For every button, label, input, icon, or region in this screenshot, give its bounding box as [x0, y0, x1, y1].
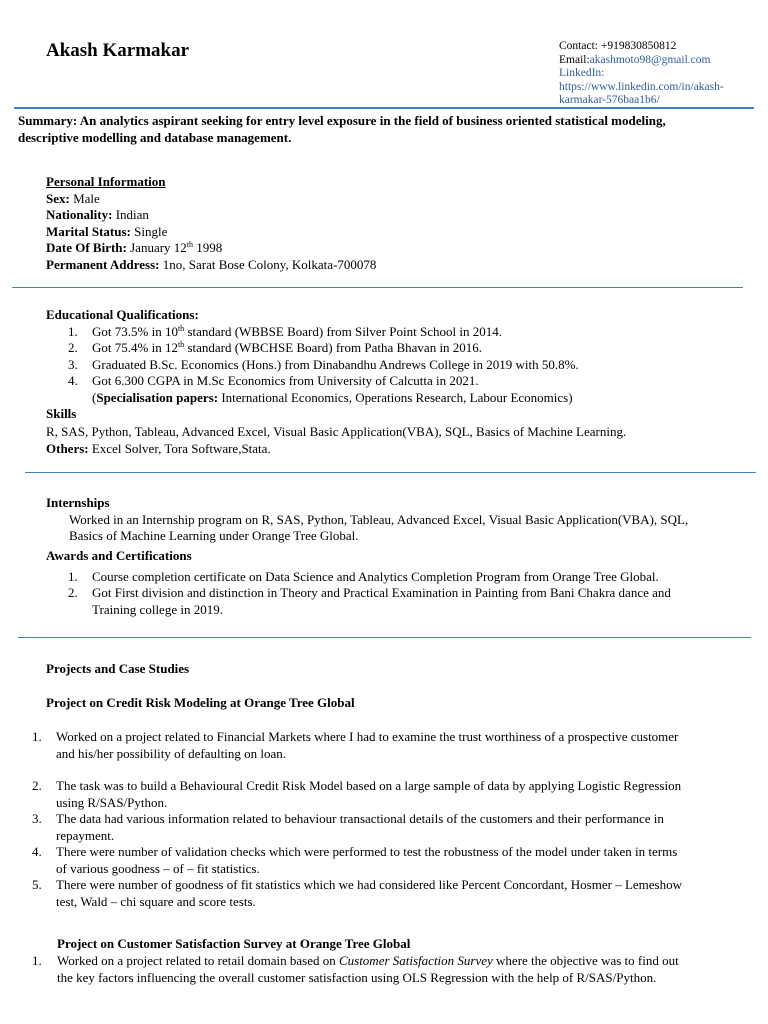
list-text: Got 75.4% in 12 [92, 340, 178, 355]
sex-line [46, 191, 376, 208]
list-item [0, 729, 768, 762]
marital-line [46, 224, 376, 241]
internships-title: Internships [46, 495, 110, 510]
projects-title: Projects and Case Studies [46, 661, 190, 676]
list-number: 3. [32, 811, 42, 826]
p2-emphasis: Customer Satisfaction Survey [338, 953, 493, 968]
list-number: 1. [68, 323, 78, 339]
internship-line: Worked in an Internship program on R, SAS, Python, Tableau, Advanced Excel, Visual Basic Application(VBA), SQL, [69, 511, 689, 527]
nationality-value: Indian [112, 207, 149, 222]
nationality-line [46, 207, 376, 224]
list-number: 2. [68, 340, 78, 355]
list-number: 4. [68, 373, 78, 388]
candidate-name: Akash Karmakar [46, 40, 190, 61]
list-item [46, 340, 758, 357]
section-divider [25, 472, 756, 473]
summary-line: Summary: An analytics aspirant seeking for entry level exposure in the field of business oriented statistical modeling, [18, 113, 666, 128]
contact-phone-line [559, 40, 759, 54]
list-item [46, 357, 758, 374]
list-number: 1. [32, 729, 42, 744]
address-line [46, 257, 376, 274]
list-number: 5. [32, 877, 42, 892]
sex-value: Male [69, 190, 100, 206]
list-line: There were number of goodness of fit statistics which we had considered like Percent Concordant, Hosmer – Lemeshow [56, 877, 682, 892]
address-value: 1no, Sarat Bose Colony, Kolkata-700078 [159, 256, 377, 272]
list-item [0, 778, 768, 811]
dob-value: January 12 [126, 240, 187, 255]
p2-post: where the objective was to find out [492, 953, 679, 968]
list-line: using R/SAS/Python. [56, 794, 168, 810]
nationality-label: Nationality: [46, 207, 113, 222]
dob-line [46, 240, 376, 257]
spec-text: International Economics, Operations Research, Labour Economics) [218, 389, 573, 405]
dob-year: 1998 [193, 240, 223, 255]
list-line: repayment. [56, 827, 115, 843]
p2-pre: Worked on a project related to retail domain based on [57, 953, 339, 968]
list-text: Graduated B.Sc. Economics (Hons.) from Dinabandhu Andrews College in 2019 with 50.8%. [92, 356, 579, 372]
list-text: Got 73.5% in 10 [92, 323, 178, 339]
section-divider [12, 287, 743, 288]
list-item [46, 569, 758, 586]
email-label: Email: [559, 53, 590, 66]
linkedin-link-line2[interactable]: karmakar-576baa1b6/ [559, 94, 660, 106]
list-line: Training college in 2019. [92, 601, 223, 617]
list-text: Got 6.300 CGPA in M.Sc Economics from University of Calcutta in 2021. [92, 373, 479, 388]
contact-label: Contact: [559, 40, 601, 52]
others-text: Excel Solver, Tora Software,Stata. [88, 440, 271, 456]
awards-section [46, 548, 758, 618]
marital-label: Marital Status: [46, 223, 131, 239]
email-link[interactable]: akashmoto98@gmail.com [589, 53, 711, 66]
list-item [46, 324, 758, 341]
header-divider [14, 107, 754, 109]
personal-info-section [46, 174, 376, 273]
list-number: 2. [68, 585, 78, 600]
contact-email-line [559, 54, 759, 68]
list-line: The data had various information related to behaviour transactional details of the customers and their performance in [56, 811, 664, 826]
contact-phone: +919830850812 [600, 40, 677, 52]
dob-label: Date Of Birth: [46, 240, 127, 255]
list-line: of various goodness – of – fit statistics. [56, 860, 260, 876]
list-number: 2. [32, 778, 42, 793]
list-line: The task was to build a Behavioural Credit Risk Model based on a large sample of data by applying Logistic Regression [56, 778, 682, 793]
project2-list [0, 953, 768, 986]
skills-title: Skills [46, 406, 77, 421]
project1-item-group [0, 729, 768, 762]
list-item [0, 953, 768, 986]
superscript: th [177, 340, 185, 349]
superscript: th [177, 323, 185, 333]
summary [18, 112, 758, 146]
awards-list [46, 569, 758, 619]
list-item [46, 585, 758, 618]
list-number: 1. [32, 953, 42, 968]
project2-line: the key factors influencing the overall customer satisfaction using OLS Regression with the help of R/SAS/Python. [57, 969, 657, 985]
specialisation-line [46, 390, 758, 407]
others-label: Others: [46, 440, 89, 456]
list-item [46, 373, 758, 390]
list-number: 4. [32, 844, 42, 859]
education-list [46, 324, 758, 390]
project2-title: Project on Customer Satisfaction Survey at Orange Tree Global [57, 936, 411, 951]
list-text: standard (WBBSE Board) from Silver Point School in 2014. [184, 323, 502, 339]
project2-line [57, 953, 768, 970]
personal-info-title: Personal Information [46, 174, 166, 189]
spec-open: ( [92, 389, 97, 405]
skills-section [46, 424, 758, 457]
list-line: and his/her possibility of defaulting on loan. [56, 745, 286, 761]
linkedin-link-line1[interactable]: https://www.linkedin.com/in/akash- [559, 80, 724, 93]
list-number: 1. [68, 568, 78, 584]
education-section [46, 307, 758, 423]
list-item [0, 844, 768, 877]
project1-title: Project on Credit Risk Modeling at Orange Tree Global [46, 695, 355, 710]
list-line: Worked on a project related to Financial Markets where I had to examine the trust worthiness of a prospective customer [56, 729, 679, 744]
awards-title: Awards and Certifications [46, 548, 192, 563]
section-divider [18, 637, 751, 638]
list-number: 3. [68, 356, 78, 372]
list-line: Course completion certificate on Data Science and Analytics Completion Program from Orange Tree Global. [92, 568, 659, 584]
internship-line: Basics of Machine Learning under Orange Tree Global. [69, 528, 359, 543]
list-item [0, 811, 768, 844]
project1-item-group [0, 778, 768, 910]
list-line: test, Wald – chi square and score tests. [56, 893, 256, 909]
internships-section [46, 495, 758, 545]
others-line [46, 441, 758, 458]
address-label: Permanent Address: [46, 256, 160, 272]
list-item [0, 877, 768, 910]
list-line: Got First division and distinction in Theory and Practical Examination in Painting from Bani Chakra dance and [92, 585, 671, 600]
sex-label: Sex: [46, 190, 70, 206]
project1-list [0, 729, 768, 910]
list-text: standard (WBCHSE Board) from Patha Bhavan in 2016. [184, 340, 483, 355]
skills-text: R, SAS, Python, Tableau, Advanced Excel, Visual Basic Application(VBA), SQL, Basics of Machine Learning. [46, 424, 627, 439]
education-title: Educational Qualifications: [46, 307, 199, 322]
summary-line: descriptive modelling and database management. [18, 130, 292, 145]
linkedin-label: LinkedIn: [559, 67, 605, 79]
spec-label: Specialisation papers: [96, 389, 219, 405]
list-line: There were number of validation checks which were performed to test the robustness of the model under taken in terms [56, 844, 678, 859]
contact-block [559, 40, 759, 108]
dob-sup: th [186, 240, 194, 249]
marital-value: Single [130, 223, 168, 239]
